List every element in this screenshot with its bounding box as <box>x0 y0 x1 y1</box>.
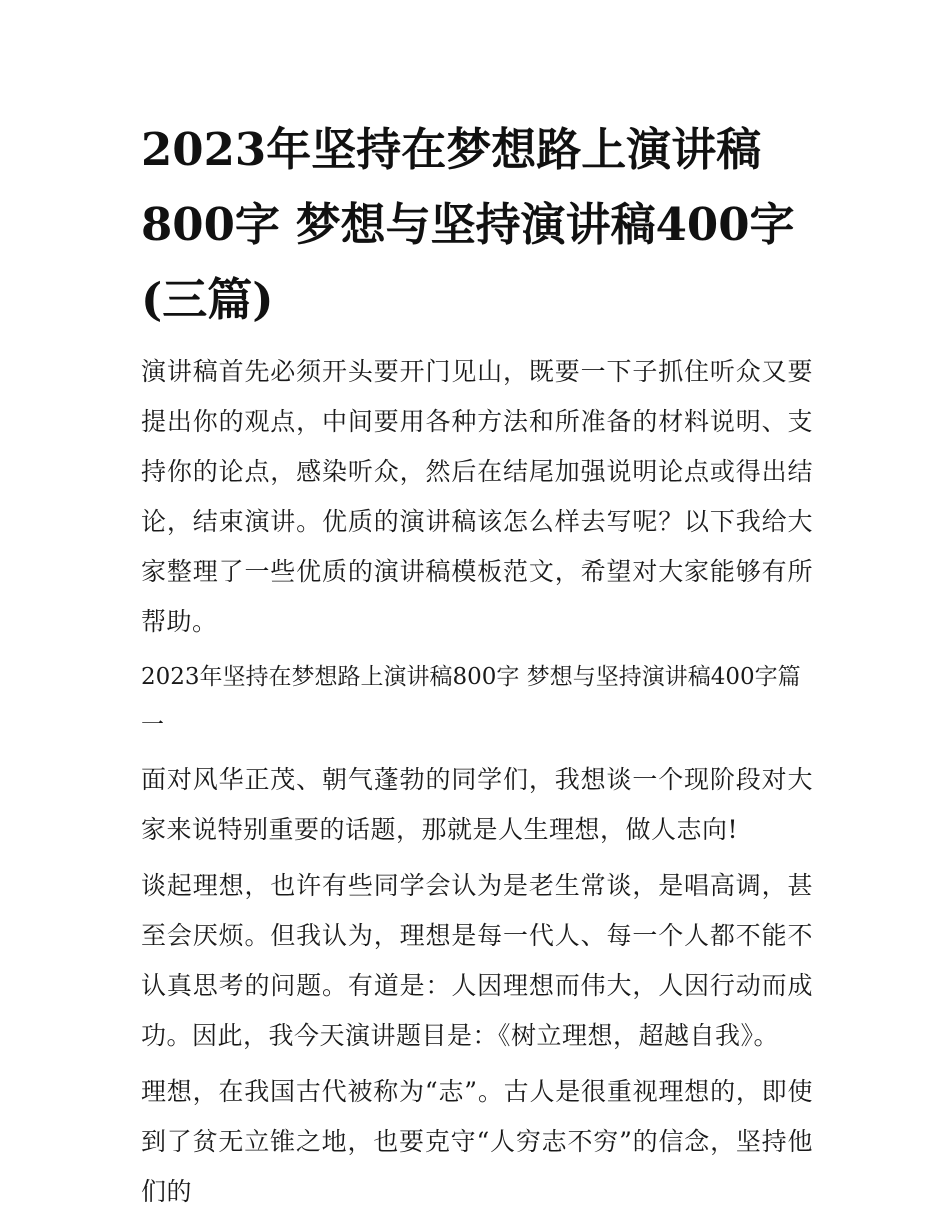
body-paragraph: 理想，在我国古代被称为“志”。古人是很重视理想的，即使到了贫无立锥之地，也要克守“人穷志不穷”的信念，坚持他们的 <box>141 1077 813 1206</box>
document-page <box>141 112 813 1217</box>
document-title: 2023年坚持在梦想路上演讲稿800字 梦想与坚持演讲稿400字(三篇) <box>141 123 795 326</box>
body-paragraph: 面对风华正茂、朝气蓬勃的同学们，我想谈一个现阶段对大家来说特别重要的话题，那就是人生理想，做人志向! <box>141 765 813 844</box>
body-paragraph: 谈起理想，也许有些同学会认为是老生常谈，是唱高调，甚至会厌烦。但我认为，理想是每一代人、每一个人都不能不认真思考的问题。有道是：人因理想而伟大，人因行动而成功。因此，我今天演讲题目是：《树立理想，超越自我》。 <box>141 871 813 1050</box>
section-heading: 2023年坚持在梦想路上演讲稿800字 梦想与坚持演讲稿400字篇一 <box>141 664 801 738</box>
intro-paragraph: 演讲稿首先必须开头要开门见山，既要一下子抓住听众又要提出你的观点，中间要用各种方法和所准备的材料说明、支持你的论点，感染听众，然后在结尾加强说明论点或得出结论，结束演讲。优质的演讲稿该怎么样去写呢？以下我给大家整理了一些优质的演讲稿模板范文，希望对大家能够有所帮助。 <box>141 357 813 636</box>
